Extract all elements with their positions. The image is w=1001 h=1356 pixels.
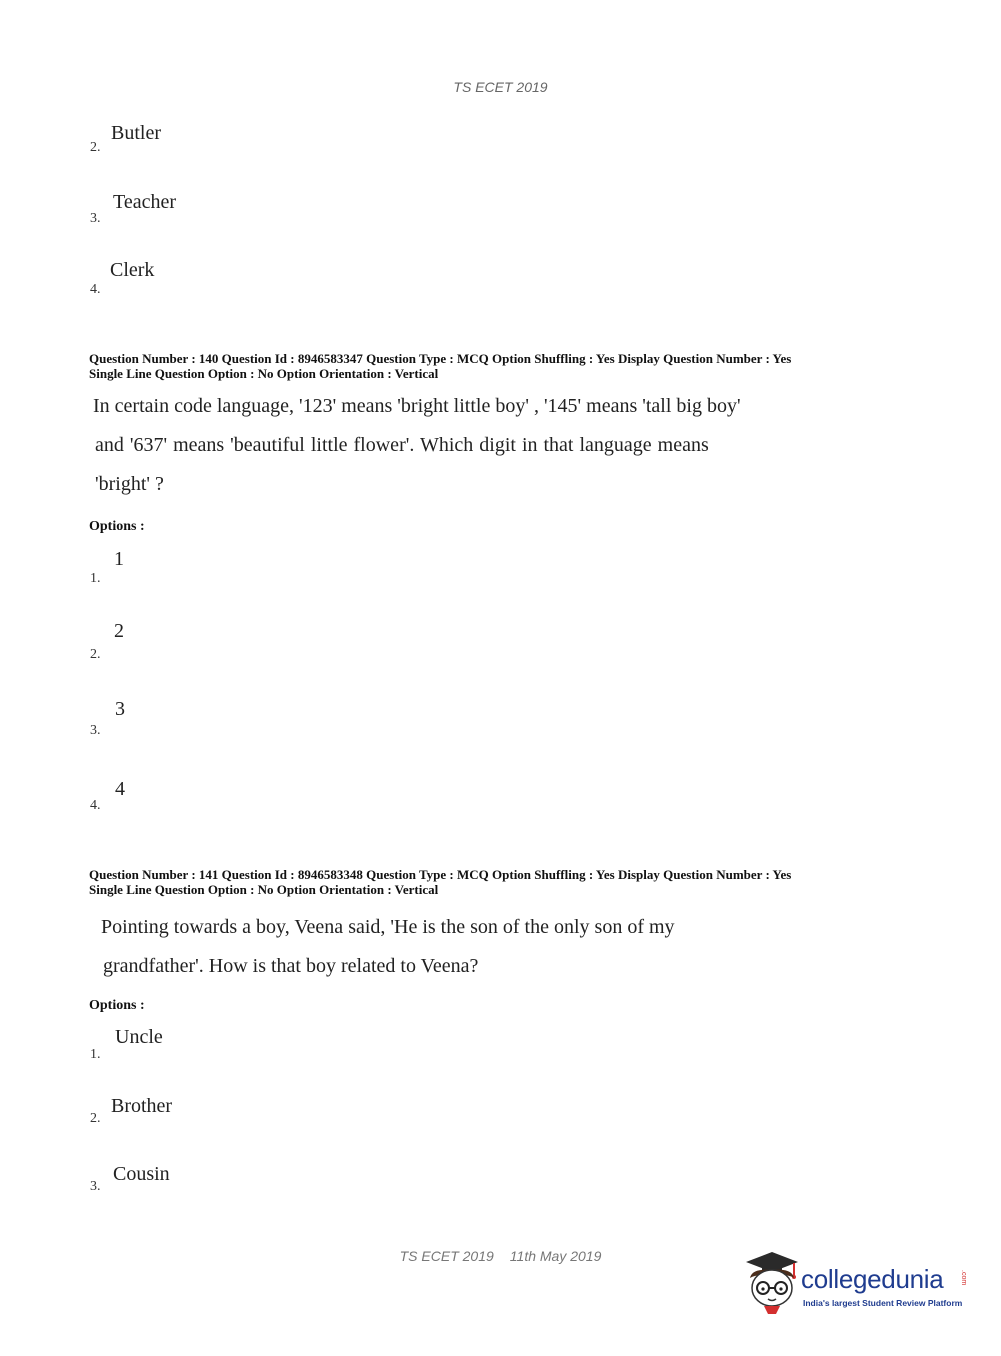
option-number: 3. [90,723,101,738]
option-number: 4. [90,282,101,297]
question-text-line: In certain code language, '123' means 'bright little boy' , '145' means 'tall big boy' [93,395,741,417]
option-number: 2. [90,140,101,155]
option-number: 2. [90,1111,101,1126]
option-text: 3 [115,698,125,720]
question-meta-line-1: Question Number : 140 Question Id : 8946583347 Question Type : MCQ Option Shuffling : Yes Display Question Number : Yes [89,351,792,366]
question-text-line: grandfather'. How is that boy related to Veena? [103,955,479,977]
page-header: TS ECET 2019 [453,79,548,95]
option-text: 4 [115,778,125,800]
mascot-icon [742,1248,802,1314]
logo-wordmark: collegedunia [801,1264,944,1294]
option-text: Cousin [113,1163,170,1185]
footer-date: 11th May 2019 [509,1248,602,1264]
option-text: 2 [114,620,124,642]
logo-tagline: India's largest Student Review Platform [803,1298,963,1308]
option-number: 3. [90,1179,101,1194]
question-text-line: 'bright' ? [95,473,164,495]
footer-exam: TS ECET 2019 [399,1248,494,1264]
logo-suffix: .com [960,1270,967,1286]
option-number: 1. [90,571,101,586]
option-text: 1 [114,548,124,570]
option-text: Teacher [113,191,176,213]
option-text: Uncle [115,1026,163,1048]
options-label: Options : [89,519,145,534]
option-text: Clerk [110,259,155,281]
options-label: Options : [89,998,145,1013]
option-text: Brother [111,1095,173,1117]
option-number: 4. [90,798,101,813]
option-text: Butler [111,122,161,144]
option-number: 3. [90,211,101,226]
question-text-line: and '637' means 'beautiful little flower'. Which digit in that language means [95,434,709,456]
question-text-line: Pointing towards a boy, Veena said, 'He is the son of the only son of my [101,916,675,938]
option-number: 1. [90,1047,101,1062]
option-number: 2. [90,647,101,662]
question-meta-line-1: Question Number : 141 Question Id : 8946583348 Question Type : MCQ Option Shuffling : Yes Display Question Number : Yes [89,867,792,882]
question-meta-line-2: Single Line Question Option : No Option Orientation : Vertical [89,366,439,381]
question-meta-line-2: Single Line Question Option : No Option Orientation : Vertical [89,882,439,897]
collegedunia-logo [742,1248,972,1318]
